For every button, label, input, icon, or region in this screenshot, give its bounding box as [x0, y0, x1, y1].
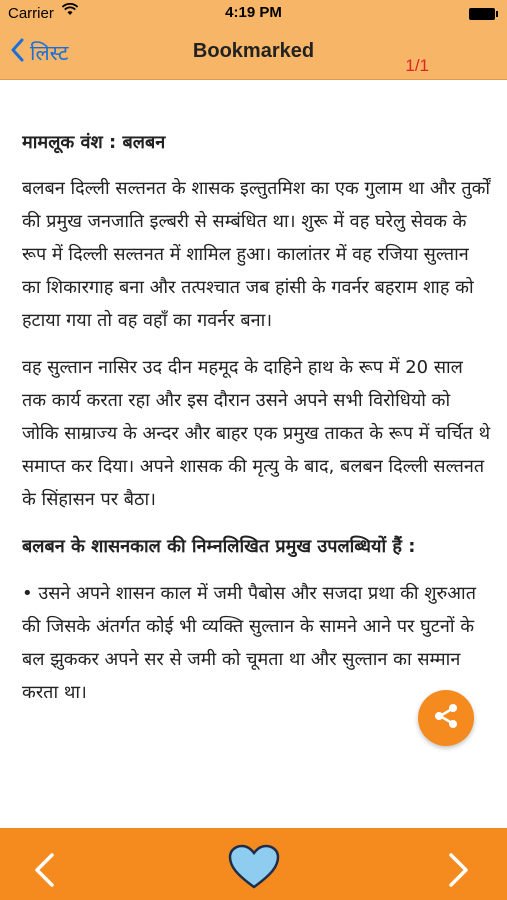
article-subheading: बलबन के शासनकाल की निम्नलिखित प्रमुख उपलब्धियों हैं : [22, 536, 416, 557]
share-button[interactable] [418, 690, 474, 746]
chevron-right-icon [447, 852, 471, 888]
clock: 4:19 PM [225, 4, 282, 21]
article-heading: मामलूक वंश : बलबन [22, 132, 166, 153]
share-icon [432, 702, 460, 734]
page-title: Bookmarked [192, 40, 315, 62]
heart-icon [228, 844, 280, 890]
back-label: लिस्ट [30, 40, 69, 65]
status-bar [0, 0, 507, 28]
article-paragraph: बलबन दिल्ली सल्तनत के शासक इल्तुतमिश का एक गुलाम था और तुर्कों की प्रमुख जनजाति इल्बरी से सम्बंधित था। शुरू में वह घरेलु सेवक के रूप में दिल्ली सल्तनत में शामिल हुआ। कालांतर में वह रजिया सुल्तान का शिकारगाह बना और तत्पश्चात जब हांसी के गवर्नर बहराम शाह को हटाया गया तो वह वहाँ का गवर्नर बना। [22, 178, 491, 331]
bottom-toolbar [0, 828, 507, 900]
carrier-label: Carrier [8, 5, 54, 22]
battery-icon [469, 8, 495, 20]
navigation-bar [0, 28, 507, 80]
bookmark-counter: 1/1 [405, 56, 429, 75]
previous-button[interactable] [32, 852, 56, 892]
next-button[interactable] [447, 852, 471, 892]
chevron-left-icon [32, 852, 56, 888]
article-bullet: • उसने अपने शासन काल में जमी पैबोस और सजदा प्रथा की शुरुआत की जिसके अंतर्गत कोई भी व्यक्ति सुल्तान के सामने आने पर घुटनों के बल झुककर अपने सर से जमी को चूमता था और सुल्तान का सम्मान करता था। [22, 583, 476, 703]
favorite-button[interactable] [228, 844, 280, 894]
article-paragraph: वह सुल्तान नासिर उद दीन महमूद के दाहिने हाथ के रूप में 20 साल तक कार्य करता रहा और इस दौरान उसने अपने सभी विरोधियो को जोकि साम्राज्य के अन्दर और बाहर एक प्रमुख ताकत के रूप में चर्चित थे समाप्त कर दिया। अपने शासक की मृत्यु के बाद, बलबन दिल्ली सल्तनत के सिंहासन पर बैठा। [22, 357, 491, 510]
